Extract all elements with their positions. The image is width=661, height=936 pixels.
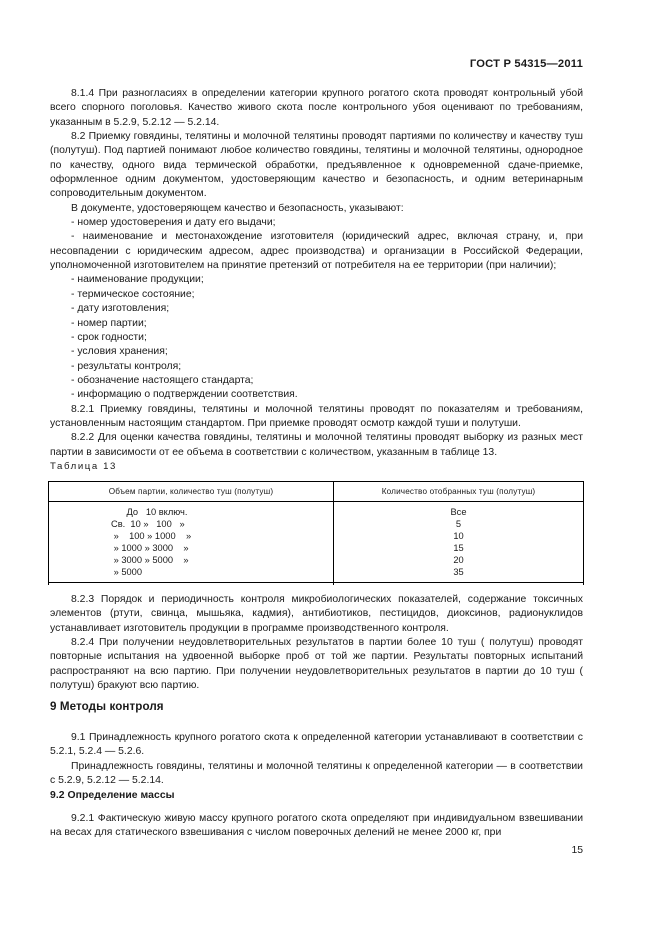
table-caption-13: Таблица 13 <box>50 461 117 472</box>
paragraph-8-1-4: 8.1.4 При разногласиях в определении категории крупного рогатого скота проводят контрольный убой всего спорного поголовья. Качество живого скота после контрольного убоя оценивают по требованиям, указанным в 5.2.9, 5.2.12 — 5.2.14. <box>50 88 583 128</box>
list-item: 35 <box>453 567 464 578</box>
section-9-heading: 9 Методы контроля <box>50 700 164 713</box>
list-item: 15 <box>453 543 464 554</box>
paragraph-8-2-1: 8.2.1 Приемку говядины, телятины и молочной телятины проводят по показателям и требованиям, установленным настоящим стандартом. При приемке проводят осмотр каждой туши и полутуши. <box>50 403 583 429</box>
section-9-2-1-wrap <box>50 812 583 841</box>
section-9-heading-wrap <box>50 700 583 713</box>
bullet-manufacturer-name: - наименование и местонахождение изготовителя (юридический адрес, включая страну, и, при несовпадении с юридическим адресом, адрес производства) и организации в Российской Федерации, уполномоченной изготовителем на принятие претензий от потребителя на ее территории (при наличии); <box>50 231 583 272</box>
table-bottom-border <box>48 582 583 583</box>
list-item: » 1000 » 3000 » <box>111 543 189 554</box>
paragraph-9-1: 9.1 Принадлежность крупного рогатого скота к определенной категории устанавливают в соответствии с 5.2.1, 5.2.4 — 5.2.6. <box>50 732 583 758</box>
paragraph-9-1-cont: Принадлежность говядины, телятины и молочной телятины к определенной категории — в соответствии с 5.2.9, 5.2.12 — 5.2.14. <box>50 760 583 787</box>
list-item: » 3000 » 5000 » <box>111 555 189 566</box>
table-header-selected-count: Количество отобранных туш (полутуш) <box>334 482 584 502</box>
paragraph-8-2: 8.2 Приемку говядины, телятины и молочной телятины проводят партиями по количеству и качеству туш (полутуш). Под партией понимают любое количество говядины, телятины и молочной телятины, однородное по качеству, одного вида термической обработки, предъявленное к одновременной сдаче-приемке, оформленное одним документом, удостоверяющим качество и безопасность, и одним ветеринарным сопроводительным документом. <box>50 131 583 200</box>
bullet-certificate-number: - номер удостоверения и дату его выдачи; <box>71 217 276 229</box>
bullet-product-name: - наименование продукции; <box>71 274 204 286</box>
bullet-shelf-life: - срок годности; <box>71 331 147 343</box>
quantity-list <box>334 506 583 579</box>
paragraph-8-2-4: 8.2.4 При получении неудовлетворительных результатов в партии более 10 туш ( полутуш) проводят повторные испытания на удвоенной выборке проб от той же партии. Результаты повторных испытаний распространяют на всю партию. При получении неудовлетворительных результатов в партии до 10 туш ( полутуш) бракуют всю партию. <box>50 637 583 692</box>
list-item: До 10 включ. <box>111 507 188 517</box>
list-item: » 100 » 1000 » <box>111 531 192 542</box>
table-13 <box>48 481 583 585</box>
bullet-storage-conditions: - условия хранения; <box>71 346 168 358</box>
section-9-1-wrap <box>50 731 583 788</box>
running-header-standard-number: ГОСТ Р 54315—2011 <box>469 58 583 70</box>
bullet-manufacture-date: - дату изготовления; <box>71 303 170 315</box>
table-cell-ranges <box>49 502 334 585</box>
table-cell-quantities <box>334 502 584 585</box>
list-item: 5 <box>455 519 462 530</box>
bullet-control-results: - результаты контроля; <box>71 360 182 372</box>
body-text-block-after-table <box>50 593 583 693</box>
section-9-2-heading-wrap <box>50 790 583 801</box>
paragraph-8-2-3: 8.2.3 Порядок и периодичность контроля микробиологических показателей, содержание токсичных элементов (ртути, свинца, мышьяка, кадмия), антибиотиков, пестицидов, диоксинов, радионуклидов устанавливает изготовитель продукции в программе производственного контроля. <box>50 594 583 634</box>
bullet-batch-number: - номер партии; <box>71 317 147 329</box>
bullet-thermal-state: - термическое состояние; <box>71 288 195 300</box>
bullet-standard-designation: - обозначение настоящего стандарта; <box>71 374 254 386</box>
paragraph-document-intro: В документе, удостоверяющем качество и безопасность, указывают: <box>71 202 404 214</box>
table-row <box>49 502 584 585</box>
section-9-2-heading: 9.2 Определение массы <box>50 790 175 801</box>
paragraph-8-2-2: 8.2.2 Для оценки качества говядины, телятины и молочной телятины проводят выборку из разных мест партии в зависимости от ее объема в соответствии с количеством, указанным в таблице 13. <box>50 432 583 458</box>
list-item: Св. 10 » 100 » <box>111 519 185 530</box>
list-item: Все <box>450 507 467 517</box>
list-item: 20 <box>453 555 464 566</box>
page-number: 15 <box>571 845 583 856</box>
list-item: » 5000 <box>111 567 143 578</box>
table-header-batch-volume: Объем партии, количество туш (полутуш) <box>49 482 334 502</box>
table-header-row <box>49 482 584 502</box>
list-item: 10 <box>453 531 464 542</box>
body-text-block-top <box>50 87 583 460</box>
paragraph-9-2-1: 9.2.1 Фактическую живую массу крупного рогатого скота определяют при индивидуальном взвешивании на весах для статического взвешивания с числом поверочных делений не менее 2000 кг, при <box>50 813 583 839</box>
bullet-conformity-info: - информацию о подтверждении соответствия. <box>71 389 298 401</box>
range-list <box>49 506 333 579</box>
